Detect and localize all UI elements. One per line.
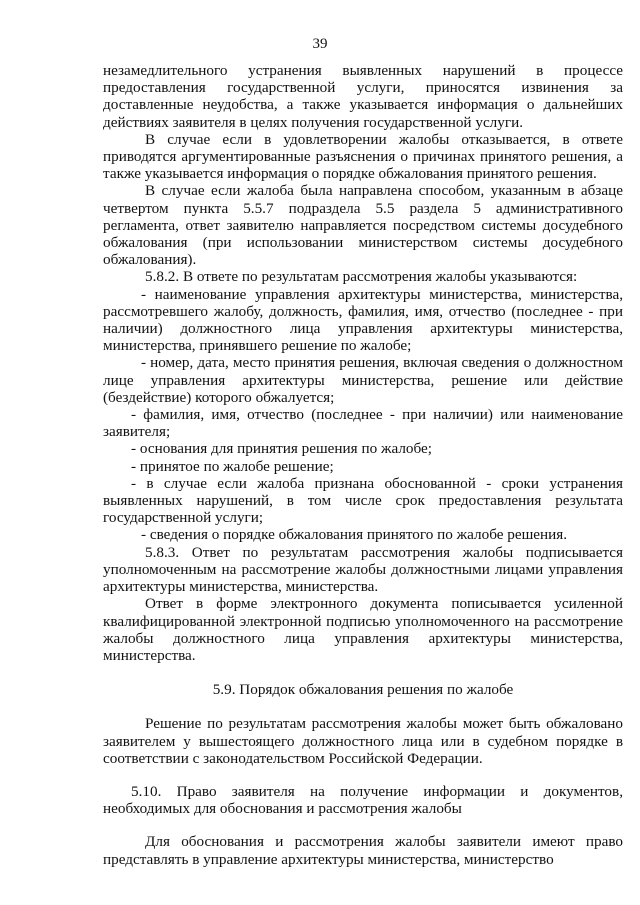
spacer [103, 817, 623, 833]
paragraph-5-8-3: 5.8.3. Ответ по результатам рассмотрения жалобы подписывается уполномоченным на рассмотрение жалобы должностными лицами управления архитектуры министерства, министерства. [103, 543, 623, 596]
paragraph-refusal: В случае если в удовлетворении жалобы отказывается, в ответе приводятся аргументированные разъяснения о причинах принятого решения, а также указывается информация о порядке обжалования принятого решения. [103, 130, 623, 183]
paragraph-continuation: незамедлительного устранения выявленных нарушений в процессе предоставления государственной услуги, приносятся извинения за доставленные неудобства, а также указывается информация о дальнейших действиях заявителя в целях получения государственной услуги. [103, 62, 623, 131]
paragraph-5-9: Решение по результатам рассмотрения жалобы может быть обжаловано заявителем у вышестоящего должностного лица или в судебном порядке в соответствии с законодательством Российской Федерации. [103, 715, 623, 767]
section-heading-5-10: 5.10. Право заявителя на получение информации и документов, необходимых для обоснования и рассмотрения жалобы [103, 782, 623, 818]
list-item: - сведения о порядке обжалования принятого по жалобе решения. [141, 526, 568, 544]
list-item: - фамилия, имя, отчество (последнее - при наличии) или наименование заявителя; [103, 406, 623, 441]
paragraph-5-8-2: 5.8.2. В ответе по результатам рассмотрения жалобы указываются: [145, 268, 578, 286]
spacer [103, 698, 623, 715]
spacer [103, 664, 623, 681]
page-number: 39 [312, 36, 328, 52]
list-item: - принятое по жалобе решение; [131, 457, 334, 475]
list-item: - номер, дата, место принятия решения, включая сведения о должностном лице управления архитектуры министерства, решение или действие (бездействие) которого обжалуется; [103, 354, 623, 406]
list-item: - в случае если жалоба признана обоснованной - сроки устранения выявленных нарушений, в том числе срок предоставления результата государственной услуги; [103, 474, 623, 527]
spacer [103, 767, 623, 783]
paragraph-electronic-response: Ответ в форме электронного документа пописывается усиленной квалифицированной электронной подписью уполномоченного на рассмотрение жалобы должностного лица управления архитектуры министерства, министерства. [103, 595, 623, 664]
paragraph-5-10: Для обоснования и рассмотрения жалобы заявители имеют право представлять в управление архитектуры министерства, министерство [103, 833, 623, 868]
paragraph-submission-method: В случае если жалоба была направлена способом, указанным в абзаце четвертом пункта 5.5.7 подраздела 5.5 раздела 5 административного регламента, ответ заявителю направляется посредством системы досудебного обжалования (при использовании министерством системы досудебного обжалования). [103, 182, 623, 269]
document-body [103, 62, 623, 868]
list-item: - наименование управления архитектуры министерства, министерства, рассмотревшего жалобу, должность, фамилия, имя, отчество (последнее - при наличии) должностного лица управления архитектуры министерства, министерства, принявшего решение по жалобе; [103, 285, 623, 355]
section-heading-5-9: 5.9. Порядок обжалования решения по жалобе [212, 681, 514, 699]
list-item: - основания для принятия решения по жалобе; [131, 440, 432, 458]
